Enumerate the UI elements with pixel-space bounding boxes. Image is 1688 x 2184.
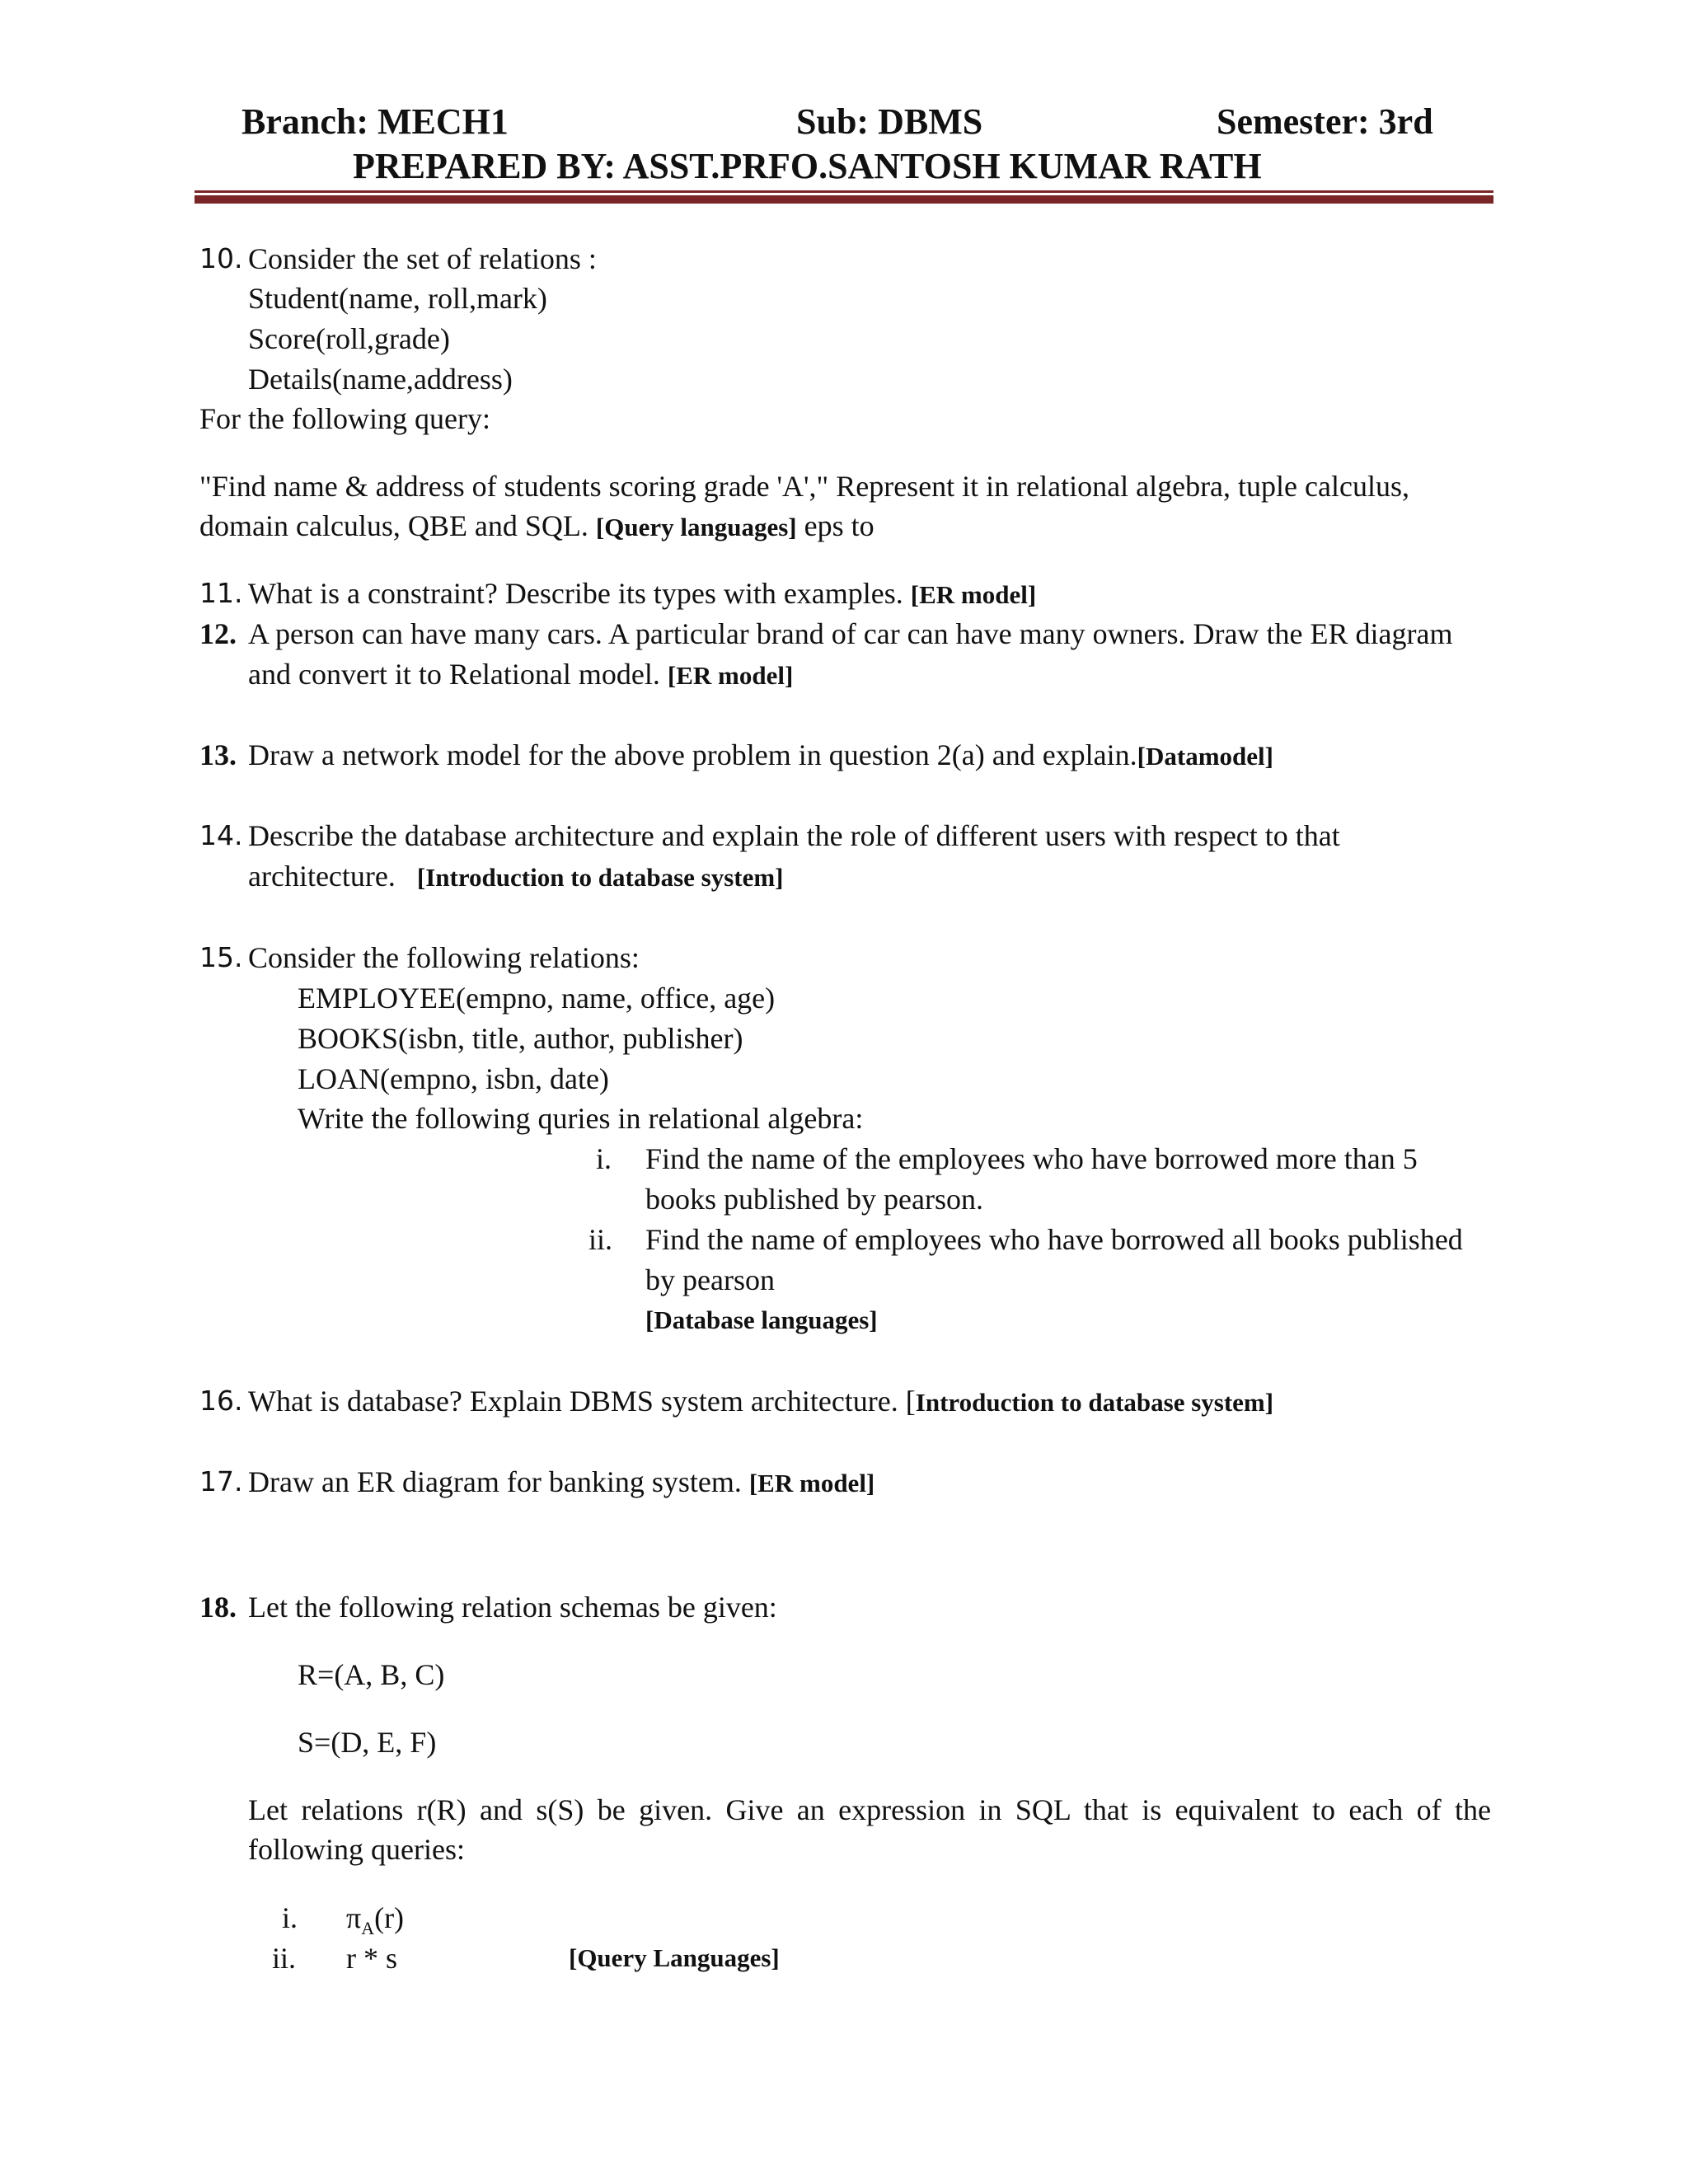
header-semester: Semester: 3rd <box>1217 101 1433 142</box>
header-prepared-by: PREPARED BY: ASST.PRFO.SANTOSH KUMAR RATH <box>353 146 1262 186</box>
q11-text: What is a constraint? Describe its types with examples. [ER model] <box>248 577 1037 610</box>
header-branch: Branch: MECH1 <box>241 101 509 142</box>
q15-topic-tag: [Database languages] <box>645 1305 878 1334</box>
q10-query-line1: "Find name & address of students scoring grade 'A'," Represent it in relational algebra, tuple calculus, <box>199 470 1409 503</box>
q10-following-query: For the following query: <box>199 402 490 435</box>
q18-sub2-expression: r * s <box>346 1942 397 1975</box>
q11-number: 11. <box>199 577 243 609</box>
q15-sub2-line1: Find the name of employees who have borrowed all books published <box>645 1223 1463 1256</box>
q17-topic-tag: [ER model] <box>748 1469 875 1497</box>
q14-line2: architecture. [Introduction to database system] <box>248 860 784 893</box>
q15-relation-employee: EMPLOYEE(empno, name, office, age) <box>298 982 776 1015</box>
q15-instruction: Write the following quries in relational algebra: <box>298 1102 864 1135</box>
q12-line2: and convert it to Relational model. [ER model] <box>248 658 794 691</box>
q11-topic-tag: [ER model] <box>910 580 1037 609</box>
q16-text: What is database? Explain DBMS system architecture. [Introduction to database system] <box>248 1385 1274 1418</box>
q18-number: 18. <box>199 1591 237 1624</box>
q12-line1: A person can have many cars. A particular brand of car can have many owners. Draw the ER diagram <box>248 617 1453 650</box>
q15-line1: Consider the following relations: <box>248 941 640 974</box>
q15-sub2-line2: by pearson <box>645 1263 775 1296</box>
q18-sub2-number: ii. <box>272 1942 297 1975</box>
q12-topic-tag: [ER model] <box>667 661 794 690</box>
q10-trailing-text: eps to <box>796 509 874 542</box>
q18-schema-r: R=(A, B, C) <box>298 1658 445 1691</box>
q14-line1: Describe the database architecture and explain the role of different users with respect to that <box>248 819 1340 852</box>
q17-number: 17. <box>199 1465 243 1497</box>
q18-sub1-expression: $\pi_A(r)$ <box>346 1901 405 1939</box>
q15-sub1-line2: books published by pearson. <box>645 1183 983 1216</box>
q15-sub1-number: i. <box>596 1142 612 1175</box>
q10-relation-student: Student(name, roll,mark) <box>248 282 547 315</box>
q18-paragraph: Let relations r(R) and s(S) be given. Give an expression in SQL that is equivalent to each of the following queries: <box>248 1793 1491 1866</box>
q15-number: 15. <box>199 941 243 973</box>
q18-topic-tag: [Query Languages] <box>569 1943 780 1972</box>
q10-relation-score: Score(roll,grade) <box>248 322 450 355</box>
q17-text: Draw an ER diagram for banking system. [ER model] <box>248 1465 875 1498</box>
header-subject: Sub: DBMS <box>796 101 983 142</box>
q14-topic-tag: [Introduction to database system] <box>416 863 784 892</box>
q15-sub1-line1: Find the name of the employees who have borrowed more than 5 <box>645 1142 1418 1175</box>
header-rule-thin <box>195 190 1493 193</box>
q15-sub2-number: ii. <box>588 1223 613 1256</box>
q10-relation-details: Details(name,address) <box>248 363 513 396</box>
header-rule-thick <box>195 195 1493 204</box>
q16-topic-tag: Introduction to database system] <box>915 1388 1274 1417</box>
q10-line1: Consider the set of relations : <box>248 242 597 275</box>
q14-number: 14. <box>199 819 243 851</box>
q16-number: 16. <box>199 1385 243 1417</box>
q12-number: 12. <box>199 617 237 650</box>
q13-text: Draw a network model for the above problem in question 2(a) and explain.[Datamodel] <box>248 738 1273 771</box>
q10-topic-tag: [Query languages] <box>595 513 797 541</box>
q18-sub1-number: i. <box>282 1901 298 1934</box>
q10-query-line2: domain calculus, QBE and SQL. [Query languages] eps to <box>199 509 874 542</box>
q15-relation-books: BOOKS(isbn, title, author, publisher) <box>298 1022 743 1055</box>
q18-schema-s: S=(D, E, F) <box>298 1726 437 1759</box>
q15-relation-loan: LOAN(empno, isbn, date) <box>298 1062 609 1095</box>
q13-topic-tag: [Datamodel] <box>1137 742 1273 771</box>
q18-line1: Let the following relation schemas be given: <box>248 1591 777 1624</box>
q13-number: 13. <box>199 738 237 771</box>
q10-number: 10. <box>199 242 243 274</box>
